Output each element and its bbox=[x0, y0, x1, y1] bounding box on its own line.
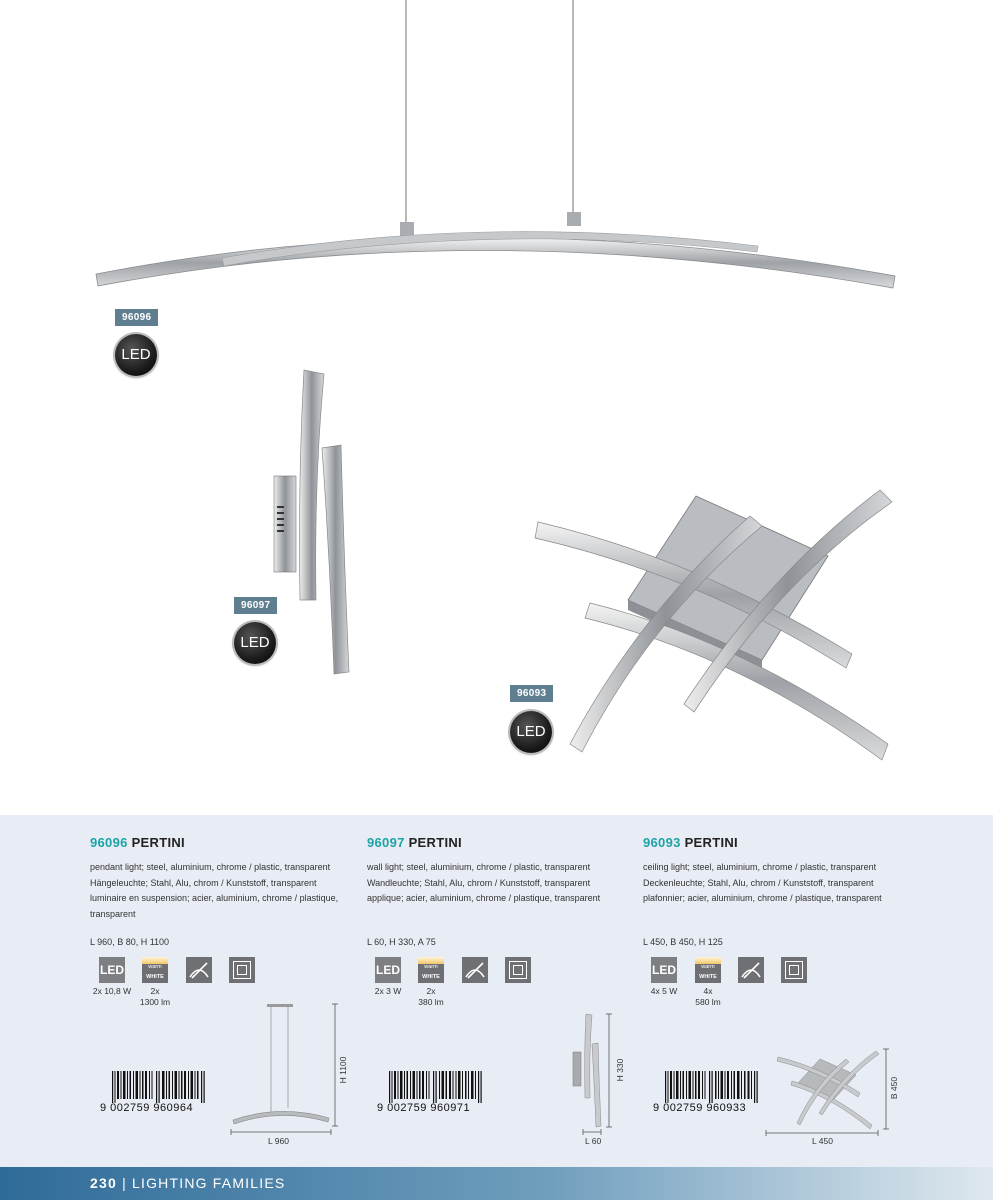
led-icon: LED bbox=[375, 957, 401, 983]
barcode bbox=[663, 1071, 759, 1103]
led-badge-icon: LED bbox=[510, 711, 552, 753]
product-info-panel bbox=[0, 815, 993, 1167]
product-description: wall light; steel, aluminium, chrome / plastic, transparent Wandleuchte; Stahl, Alu, chrom / Kunststoff, transparent applique; acier, aluminium, chrome / plastique, transparent bbox=[367, 862, 601, 903]
ceiling-dimension-drawing bbox=[760, 1045, 895, 1140]
dimmer-icon bbox=[186, 957, 212, 983]
section-title: LIGHTING FAMILIES bbox=[132, 1175, 286, 1191]
protection-class-icon bbox=[505, 957, 531, 983]
led-badge-icon: LED bbox=[115, 334, 157, 376]
product-description: pendant light; steel, aluminium, chrome / plastic, transparent Hängeleuchte; Stahl, Alu, chrom / Kunststoff, transparent luminaire en suspension; acier, aluminium, chrome / plastique, transparent bbox=[90, 862, 339, 919]
quantity-label: 4x bbox=[703, 986, 713, 996]
product-dimensions: L 960, B 80, H 1100 bbox=[90, 937, 170, 947]
page-number: 230 bbox=[90, 1175, 117, 1191]
led-icon: LED bbox=[651, 957, 677, 983]
led-icon: LED bbox=[99, 957, 125, 983]
length-dimension-label: L 60 bbox=[585, 1136, 602, 1146]
product-description: ceiling light; steel, aluminium, chrome / plastic, transparent Deckenleuchte; Stahl, Alu, chrom / Kunststoff, transparent plafonnier; acier, aluminium, chrome / plastique, transparent bbox=[643, 862, 882, 903]
lumen-label: 580 lm bbox=[695, 997, 721, 1007]
length-dimension-label: L 450 bbox=[812, 1136, 833, 1146]
led-badge-icon: LED bbox=[234, 622, 276, 664]
protection-class-icon bbox=[229, 957, 255, 983]
footer-text bbox=[90, 1175, 285, 1191]
product-title: 96093 PERTINI bbox=[643, 835, 738, 850]
product-badge-96093: 96093 bbox=[510, 685, 553, 702]
page-footer bbox=[0, 1167, 993, 1200]
warm-white-icon: warm WHITE bbox=[418, 957, 444, 983]
product-dimensions: L 60, H 330, A 75 bbox=[367, 937, 436, 947]
wall-light-photo bbox=[274, 370, 349, 674]
quantity-label: 2x bbox=[150, 986, 160, 996]
dimmer-icon bbox=[738, 957, 764, 983]
lumen-label: 380 lm bbox=[418, 997, 444, 1007]
barcode bbox=[110, 1071, 206, 1103]
warm-white-icon: warm WHITE bbox=[142, 957, 168, 983]
lumen-label: 1300 lm bbox=[139, 997, 171, 1007]
height-dimension-label: H 330 bbox=[615, 1058, 625, 1082]
pendant-light-photo bbox=[96, 0, 895, 288]
protection-class-icon bbox=[781, 957, 807, 983]
length-dimension-label: L 960 bbox=[268, 1136, 289, 1146]
product-badge-96097: 96097 bbox=[234, 597, 277, 614]
warm-white-icon: warm WHITE bbox=[695, 957, 721, 983]
wall-dimension-drawing bbox=[565, 1010, 615, 1140]
wattage-label: 2x 10,8 W bbox=[92, 986, 132, 996]
product-title: 96097 PERTINI bbox=[367, 835, 462, 850]
quantity-label: 2x bbox=[426, 986, 436, 996]
product-dimensions: L 450, B 450, H 125 bbox=[643, 937, 723, 947]
product-title: 96096 PERTINI bbox=[90, 835, 185, 850]
wattage-label: 2x 3 W bbox=[374, 986, 402, 996]
footer-separator: | bbox=[122, 1175, 127, 1191]
pendant-dimension-drawing bbox=[225, 1000, 350, 1140]
barcode-number: 9 002759 960933 bbox=[653, 1102, 747, 1114]
dimmer-icon bbox=[462, 957, 488, 983]
height-dimension-label: H 1100 bbox=[338, 1056, 348, 1084]
barcode-number: 9 002759 960971 bbox=[377, 1102, 471, 1114]
product-badge-96096: 96096 bbox=[115, 309, 158, 326]
depth-dimension-label: B 450 bbox=[889, 1076, 899, 1100]
barcode-number: 9 002759 960964 bbox=[100, 1102, 194, 1114]
barcode bbox=[387, 1071, 483, 1103]
ceiling-light-photo bbox=[535, 490, 892, 760]
wattage-label: 4x 5 W bbox=[650, 986, 678, 996]
